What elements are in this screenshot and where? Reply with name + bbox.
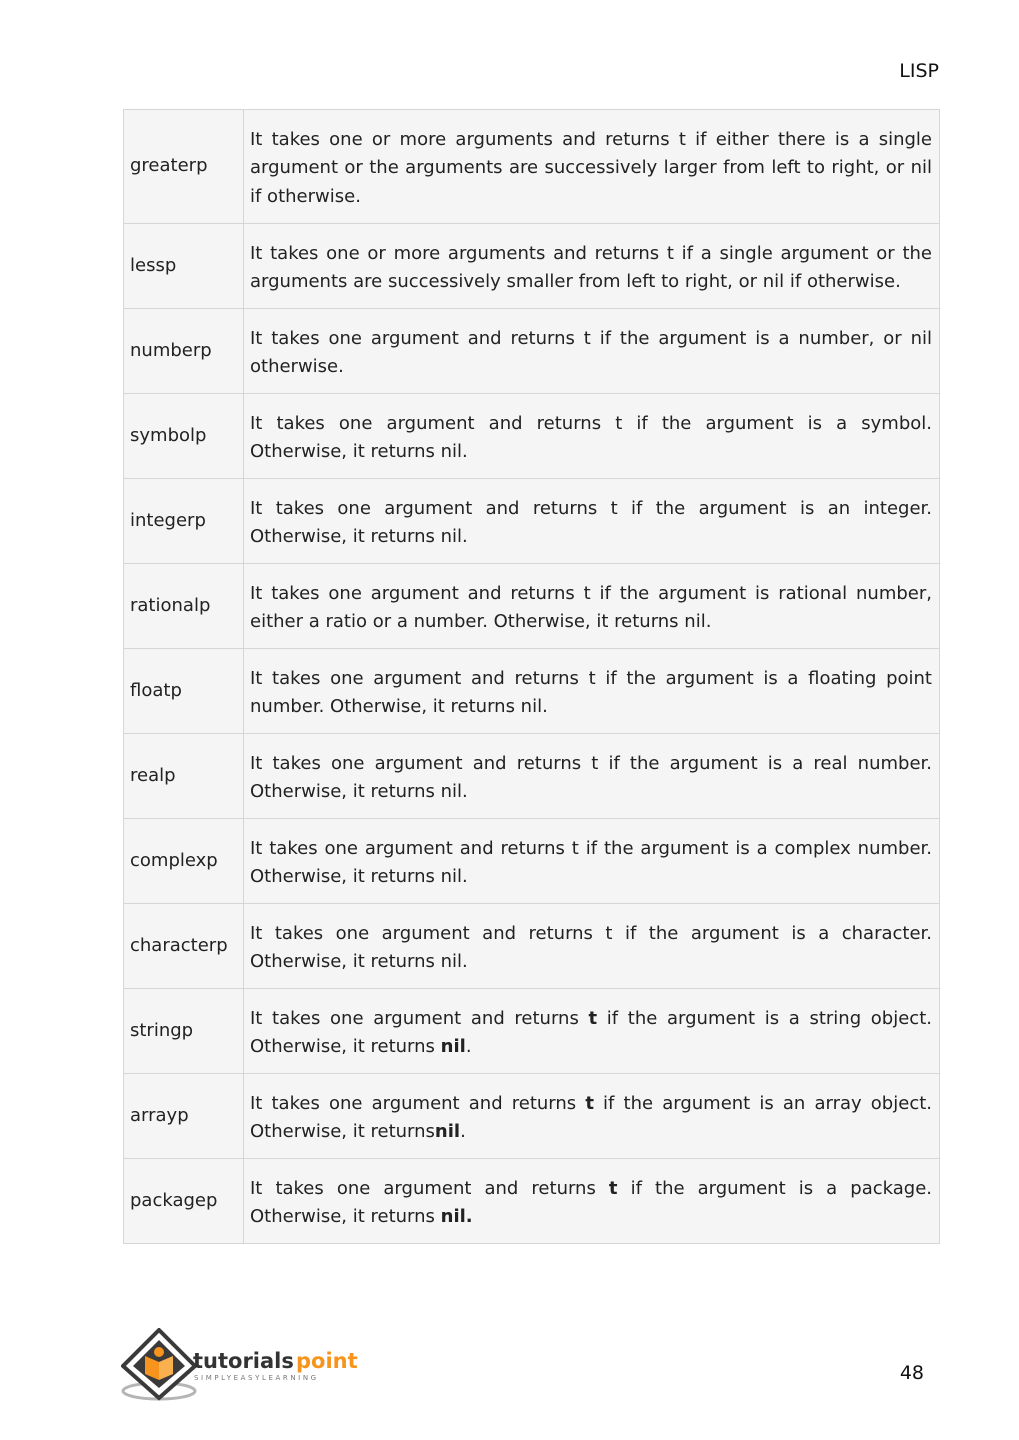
table-row (124, 564, 940, 649)
tutorialspoint-logo (121, 1328, 366, 1403)
logo-text-dark: tutorials (193, 1349, 294, 1373)
predicate-name: lessp (124, 224, 244, 309)
predicate-description: It takes one argument and returns t if the argument is a symbol. Otherwise, it returns nil. (244, 394, 940, 479)
logo-text-accent: point (296, 1349, 358, 1373)
predicate-description (244, 1159, 940, 1244)
desc-text: if the argument is a package. Otherwise, it returns (250, 1177, 932, 1227)
predicate-description: It takes one argument and returns t if the argument is a real number. Otherwise, it returns nil. (244, 734, 940, 819)
predicate-name: floatp (124, 649, 244, 734)
page-number: 48 (899, 1362, 924, 1384)
logo-tagline: SIMPLYEASYLEARNING (194, 1374, 319, 1382)
predicate-description: It takes one argument and returns t if the argument is rational number, either a ratio or a number. Otherwise, it returns nil. (244, 564, 940, 649)
predicates-table (123, 109, 940, 1244)
predicate-name: rationalp (124, 564, 244, 649)
predicate-description: It takes one argument and returns t if the argument is a complex number. Otherwise, it returns nil. (244, 819, 940, 904)
table-row (124, 649, 940, 734)
desc-keyword-t: t (608, 1177, 618, 1199)
table-row (124, 1159, 940, 1244)
predicate-name: symbolp (124, 394, 244, 479)
predicate-name: complexp (124, 819, 244, 904)
predicate-name: integerp (124, 479, 244, 564)
desc-keyword-t: t (585, 1092, 594, 1114)
predicate-description: It takes one or more arguments and returns t if a single argument or the arguments are successively smaller from left to right, or nil if otherwise. (244, 224, 940, 309)
predicate-description: It takes one argument and returns t if the argument is a number, or nil otherwise. (244, 309, 940, 394)
predicate-description: It takes one argument and returns t if the argument is a floating point number. Otherwise, it returns nil. (244, 649, 940, 734)
table-row (124, 904, 940, 989)
predicate-name: arrayp (124, 1074, 244, 1159)
table-row (124, 479, 940, 564)
page-header-title: LISP (899, 60, 939, 82)
predicate-name: characterp (124, 904, 244, 989)
desc-keyword-t: t (588, 1007, 598, 1029)
table-row (124, 989, 940, 1074)
predicate-description (244, 989, 940, 1074)
table-row (124, 309, 940, 394)
desc-keyword-nil: nil (440, 1036, 466, 1057)
predicate-name: stringp (124, 989, 244, 1074)
predicate-name: realp (124, 734, 244, 819)
predicate-name: greaterp (124, 110, 244, 224)
predicate-description: It takes one argument and returns t if the argument is a character. Otherwise, it returns nil. (244, 904, 940, 989)
desc-text: if the argument is a string object. Otherwise, it returns (250, 1007, 932, 1057)
desc-keyword-nil: nil. (440, 1206, 473, 1227)
predicate-name: numberp (124, 309, 244, 394)
table-row (124, 394, 940, 479)
table-row (124, 1074, 940, 1159)
predicate-description (244, 1074, 940, 1159)
table-row (124, 224, 940, 309)
desc-text: It takes one argument and returns (250, 1007, 589, 1029)
desc-text: It takes one argument and returns (250, 1092, 586, 1114)
desc-text: if the argument is an array object. Otherwise, it returns (250, 1092, 932, 1142)
desc-keyword-nil: nil (434, 1121, 461, 1142)
table-row (124, 110, 940, 224)
table-row (124, 819, 940, 904)
table-row (124, 734, 940, 819)
logo-head (154, 1347, 164, 1357)
desc-text: It takes one argument and returns (250, 1177, 609, 1199)
predicate-name: packagep (124, 1159, 244, 1244)
predicate-description: It takes one argument and returns t if the argument is an integer. Otherwise, it returns nil. (244, 479, 940, 564)
desc-text: . (460, 1121, 466, 1142)
desc-text: . (465, 1036, 472, 1057)
predicate-description: It takes one or more arguments and returns t if either there is a single argument or the arguments are successively larger from left to right, or nil if otherwise. (244, 110, 940, 224)
